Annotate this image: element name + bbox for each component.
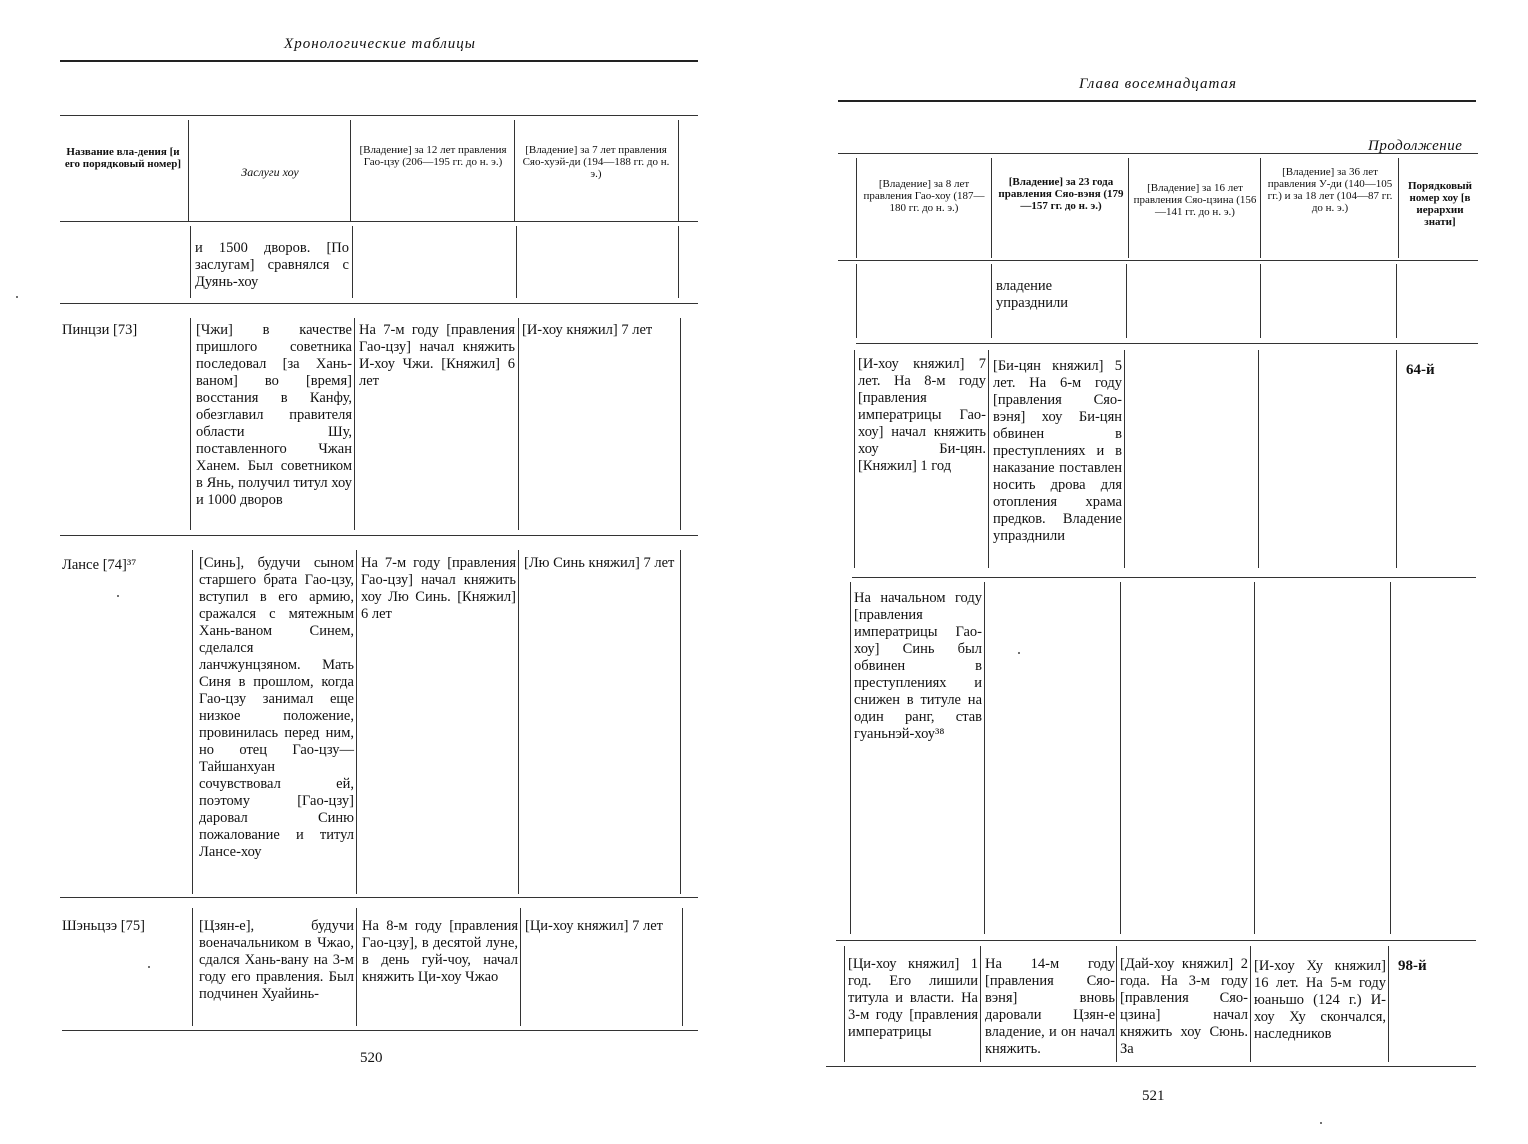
continuation-label: Продолжение [1368,138,1463,154]
r-row0-xiaowen: владение упразднили [996,278,1069,311]
row0-merits: и 1500 дворов. [По заслугам] сравнялся с Дуянь-хоу [195,240,349,290]
table-bottom-rule-right [826,1066,1476,1067]
row2-merits: [Синь], будучи сыном старшего брата Гао-цзу, вступил в его армию, сражался с мятежным Хань-ваном Синем, сделался ланчжунцзяном. Мать Синя в прошлом, когда Гао-цзу занимал еще низкое положение, провинилась перед ним, но отец Гао-цзу—Тайшанхуан сочувствовал ей, поэтому [Гао-цзу] даровал Синю пожалование и титул Лансе-хоу [199,555,354,860]
running-head-right: Глава восемнадцатая [1079,76,1237,92]
header-xiaowen: [Владение] за 23 года правления Сяо-вэня (179—157 гг. до н. э.) [998,176,1124,212]
r-row3-xiaojing: [Дай-хоу княжил] 2 года. На 3-м году [правления Сяо-цзина] начал княжить хоу Сюнь. За [1120,956,1248,1057]
row1-xiaohui: [И-хоу княжил] 7 лет [522,322,653,338]
folio-left: 520 [360,1050,383,1066]
table-top-rule-right [838,153,1478,154]
row2-name: Лансе [74]³⁷ [62,557,137,573]
header-rank: Порядковый номер хоу [в иерархии знати] [1408,180,1472,228]
running-head-left: Хронологические таблицы [284,36,476,52]
header-xiaojing: [Владение] за 16 лет правления Сяо-цзина (156—141 гг. до н. э.) [1133,182,1257,218]
r-row3-wudi: [И-хоу Ху княжил] 16 лет. На 5-м году юаньшо (124 г.) И-хоу Ху скончался, наследников [1254,958,1386,1042]
header-gaohou: [Владение] за 8 лет правления Гао-хоу (187—180 гг. до н. э.) [863,178,985,214]
r-row1-gaohou: [И-хоу княжил] 7 лет. На 8-м году [правления императрицы Гао-хоу] начал княжить хоу Би-цян. [Княжил] 1 год [858,356,986,474]
r-row3-rank: 98-й [1398,958,1427,974]
row1-merits: [Чжи] в качестве пришлого советника последовал [за Хань-ваном] во [время] восстания в Канфу, обезглавил правителя области Шу, поставленного Чжан Ханем. Был советником в Янь, получил титул хоу и 1000 дворов [196,322,352,508]
header-bottom-rule [60,221,698,222]
row1-name: Пинцзи [73] [62,322,138,338]
right-page [764,0,1528,1144]
row1-gaozu: На 7-м году [правления Гао-цзу] начал княжить И-хоу Чжи. [Княжил] 6 лет [359,322,515,389]
row3-gaozu: На 8-м году [правления Гао-цзу], в десятой луне, в день гуй-чоу, начал княжить Ци-хоу Чжао [362,918,518,985]
row2-xiaohui: [Лю Синь княжил] 7 лет [524,555,675,571]
header-wudi: [Владение] за 36 лет правления У-ди (140—105 гг.) и за 18 лет (104—87 гг. до н. э.) [1267,166,1393,214]
header-xiaohui: [Владение] за 7 лет правления Сяо-хуэй-ди (194—188 гг. до н. э.) [522,144,670,180]
row2-gaozu: На 7-м году [правления Гао-цзу] начал княжить хоу Лю Синь. [Княжил] 6 лет [361,555,516,622]
table-top-rule [60,115,698,116]
table-bottom-rule [62,1030,698,1031]
folio-right: 521 [1142,1088,1165,1104]
header-gaozu: [Владение] за 12 лет правления Гао-цзу (206—195 гг. до н. э.) [359,144,507,168]
header-domain-name: Название вла-дения [и его порядковый номер] [64,146,182,170]
row3-name: Шэньцзэ [75] [62,918,145,934]
r-row2-gaohou: На начальном году [правления императрицы Гао-хоу] Синь был обвинен в преступлениях и снижен в титуле на один ранг, став гуаньнэй-хоу³⁸ [854,590,982,742]
row3-xiaohui: [Ци-хоу княжил] 7 лет [525,918,663,934]
r-row3-gaohou: [Ци-хоу княжил] 1 год. Его лишили титула и власти. На 3-м году [правления императрицы [848,956,978,1040]
r-row3-xiaowen: На 14-м году [правления Сяо-вэня] вновь даровали Цзян-е владение, и он начал княжить. [985,956,1115,1057]
head-rule-left [60,60,698,62]
head-rule-right [838,100,1476,102]
row3-merits: [Цзян-е], будучи военачальником в Чжао, сдался Хань-вану на 3-м году его правления. Был подчинен Хуайинь- [199,918,354,1002]
header-merits: Заслуги хоу [241,165,299,179]
r-row1-xiaowen: [Би-цян княжил] 5 лет. На 6-м году [правления Сяо-вэня] хоу Би-цян обвинен в преступлениях и в наказание поставлен носить дрова для отопления храма предков. Владение упразднили [993,358,1122,544]
r-row1-rank: 64-й [1406,362,1435,378]
